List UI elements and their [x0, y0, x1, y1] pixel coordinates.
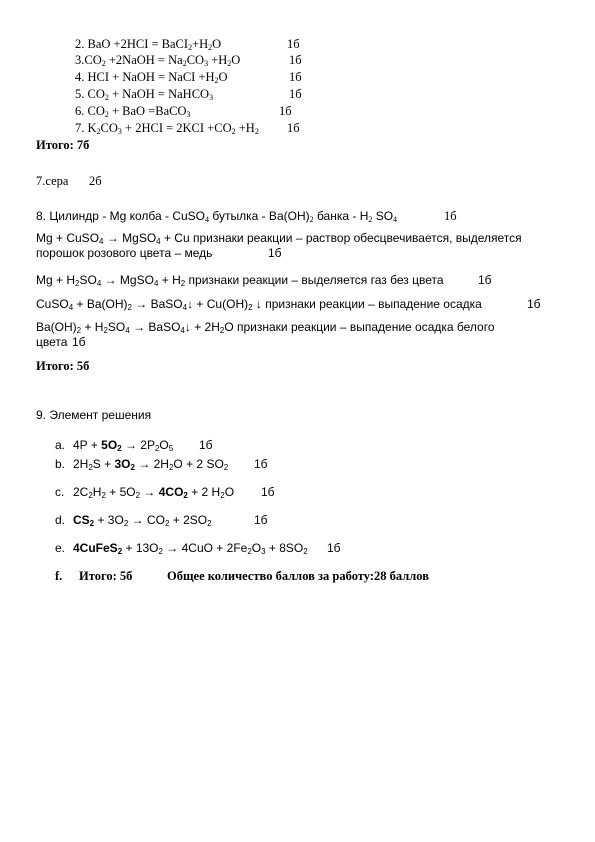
points: 1б [444, 209, 457, 223]
list-marker: e. [55, 541, 66, 555]
answer-row-2: 2. BaO $+2HCI = BaCI_2+H_2O$ [75, 37, 222, 52]
list-marker: a. [55, 438, 66, 452]
points: 1б [287, 37, 300, 51]
section6-total: Итого: 7б [36, 138, 90, 152]
points: 2б [89, 174, 102, 188]
points: 1б [287, 121, 300, 135]
reaction-3: CuSO$_4$ + $Ba(OH)_2$ → BaSO$_4$↓ + $Cu(OH)_2$ ↓ признаки реакции – выпадение осадка [36, 297, 482, 312]
reaction-4-line-1: $Ba(OH)_2 + H_2SO_4$ → BaSO$_4$↓ + $2H_2O$ признаки реакции – выпадение осадка белого [36, 320, 495, 335]
section8-header: 8. Цилиндр - Mg колба - CuSO$_4$ бутылка - $Ba(OH)_2$ банка - $H_2$ $SO_4$ [36, 209, 398, 224]
section7-answer: 7.сера [36, 174, 69, 188]
points: 1б [478, 273, 492, 287]
reaction-2: $Mg + H_2SO_4$ → MgSO$_4$ + $H_2$ признаки реакции – выделяется газ без цвета [36, 273, 444, 288]
points: 1б [289, 53, 302, 67]
reaction-1-line-2: порошок розового цвета – медь [36, 246, 213, 260]
list-marker: c. [55, 485, 65, 499]
equation-c: $2C_2H_2 + 5O_2 \to 4CO_2 + 2$ $H_2O$ [73, 485, 235, 500]
equation-e: 4CuFeS$_2$ + $13O_2 \to 4CuO + 2Fe_2O_3 + 8SO_2$ [73, 541, 308, 556]
points: 1б [327, 541, 341, 555]
points: 1б [279, 104, 292, 118]
equation-d: $CS_2 + 3O_2 \to CO_2 + 2SO_2$ [73, 513, 212, 528]
reaction-4-line-2: цвета [36, 335, 68, 349]
answer-row-4: 4. HCI + NaOH = NaCI $+H_2O$ [75, 70, 228, 85]
list-marker: b. [55, 457, 66, 471]
points: 1б [254, 457, 268, 471]
points: 1б [289, 87, 302, 101]
points: 1б [527, 297, 541, 311]
equation-a: $4P + 5O_2 \to 2P_2O_5$ [73, 438, 174, 453]
list-marker: d. [55, 513, 66, 527]
points: 1б [72, 335, 86, 349]
overall-total: Общее количество баллов за работу:28 баллов [167, 569, 429, 583]
answer-row-6: 6. $CO_2$ + BaO =BaCO$_3$ [75, 104, 191, 119]
section8-total: Итого: 5б [36, 359, 90, 373]
equation-text: BaO +2HCI = BaCI [87, 37, 189, 51]
row-number: 2. [75, 37, 85, 51]
section9-title: 9. Элемент решения [36, 408, 152, 422]
answer-row-7: 7. $K_2CO_3 + 2HCI = 2KCI +CO_2 +H_2$ [75, 121, 259, 136]
list-marker: f. [55, 569, 63, 583]
section9-total: Итого: 5б [79, 569, 133, 583]
reaction-1-line-1: Mg + CuSO$_4$ → MgSO$_4$ + Cu признаки реакции – раствор обесцвечивается, выделяется [36, 231, 522, 246]
points: 1б [261, 485, 275, 499]
equation-b: $2H_2S + 3O_2 \to 2H_2O + 2$ $SO_2$ [73, 457, 229, 472]
answer-row-3: $3.CO_2$ +2NaOH = $Na_2CO_3 +H_2O$ [75, 53, 241, 68]
points: 1б [289, 70, 302, 84]
points: 1б [268, 246, 282, 260]
answer-row-5: 5. $CO_2$ + NaOH = NaHCO$_3$ [75, 87, 214, 102]
points: 1б [254, 513, 268, 527]
points: 1б [199, 438, 213, 452]
